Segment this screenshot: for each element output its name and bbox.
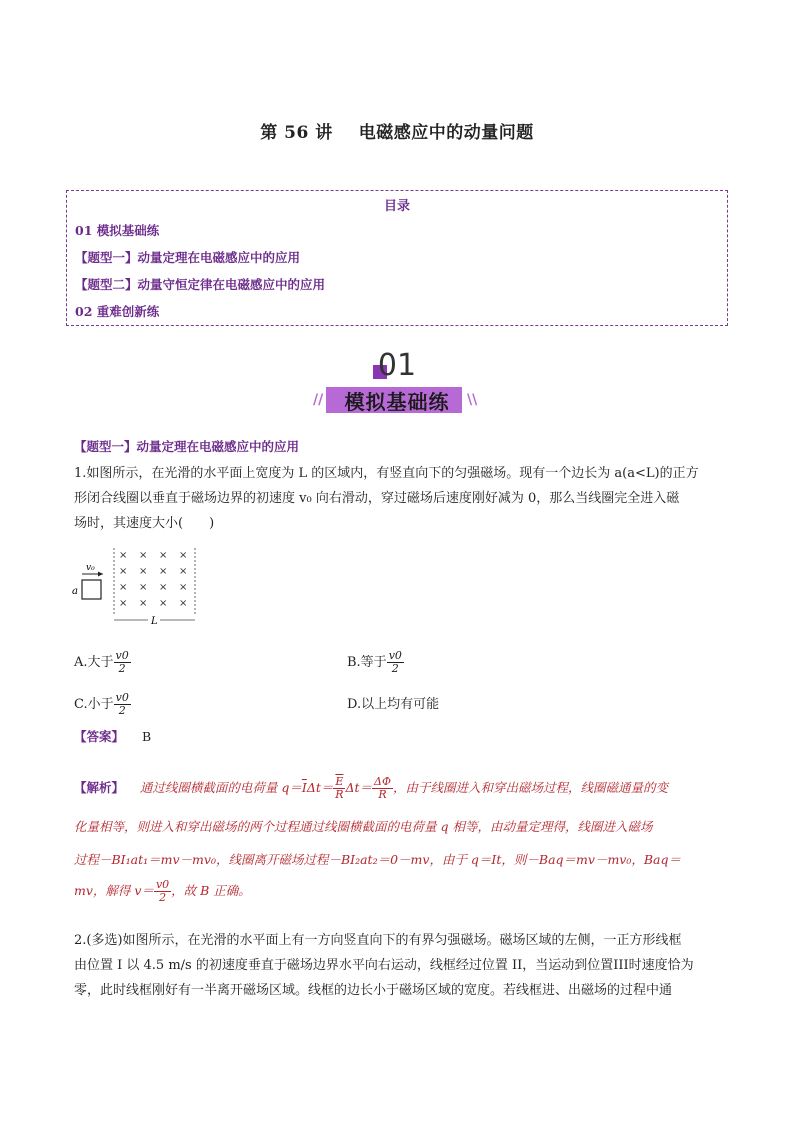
question-1 xyxy=(74,461,734,536)
lecture-topic: 电磁感应中的动量问题 xyxy=(358,123,534,143)
flux-fraction: $\frac{\Delta\Phi}{R}$ xyxy=(374,775,391,801)
option-c[interactable] xyxy=(74,692,131,717)
field-cross-mark: × xyxy=(159,550,168,561)
field-cross-mark: × xyxy=(159,566,168,577)
answer xyxy=(74,727,151,745)
magnetic-field-marks xyxy=(119,550,187,609)
analysis-line-1: 【解析】 通过线圈横截面的电荷量 $q=\overline{I}\Delta t=$ $\frac{\overline{E}}{R}$ Δt＝ $\frac{\Delta\Phi}{R}$ ，由于线圈进入和穿出磁场过程，线圈磁通量的变 xyxy=(74,775,668,801)
option-b-fraction: $\frac{v0}{2}$ xyxy=(388,649,402,675)
velocity-label: v₀ xyxy=(86,563,95,573)
width-label: L xyxy=(151,616,158,627)
field-cross-mark: × xyxy=(179,566,188,577)
question-1-line-1: 1.如图所示，在光滑的水平面上宽度为 L 的区域内，有竖直向下的匀强磁场。现有一个边长为 a(a<L)的正方 xyxy=(74,466,699,481)
question-1-figure xyxy=(66,544,206,628)
field-cross-mark: × xyxy=(139,566,148,577)
question-2-line-2: 由位置 I 以 4.5 m/s 的初速度垂直于磁场边界水平向右运动，线框经过位置 II，当运动到位置III时速度恰为 xyxy=(74,958,694,973)
question-2-line-3: 零，此时线框刚好有一半离开磁场区域。线框的边长小于磁场区域的宽度。若线框进、出磁场的过程中通 xyxy=(74,983,673,998)
toc-heading: 目录 xyxy=(383,199,410,214)
field-cross-mark: × xyxy=(139,598,148,609)
toc-item-advanced[interactable]: 02 重难创新练 xyxy=(75,304,160,319)
option-c-fraction: $\frac{v0}{2}$ xyxy=(115,691,129,717)
page-title xyxy=(0,118,794,143)
question-2-line-1: 2.(多选)如图所示，在光滑的水平面上有一方向竖直向下的有界匀强磁场。磁场区域的左侧，一正方形线框 xyxy=(74,933,682,948)
section-deco-right: \\ xyxy=(467,392,478,408)
result-fraction: $\frac{v0}{2}$ xyxy=(155,878,170,904)
analysis xyxy=(74,770,734,904)
field-cross-mark: × xyxy=(179,582,188,593)
square-coil xyxy=(82,580,101,599)
emf-fraction: $\frac{\overline{E}}{R}$ xyxy=(335,775,344,801)
section-title: 模拟基础练 xyxy=(344,390,450,414)
section-deco-left: // xyxy=(313,392,324,408)
field-cross-mark: × xyxy=(119,598,128,609)
field-cross-mark: × xyxy=(119,582,128,593)
option-b[interactable] xyxy=(347,650,404,675)
analysis-line-2: 化量相等，则进入和穿出磁场的两个过程通过线圈横截面的电荷量 q 相等，由动量定理得，线圈进入磁场 xyxy=(74,819,653,834)
field-cross-mark: × xyxy=(179,550,188,561)
answer-label: 【答案】 xyxy=(74,729,125,744)
field-cross-mark: × xyxy=(139,550,148,561)
field-cross-mark: × xyxy=(119,550,128,561)
option-b-label: B.等于 xyxy=(347,655,387,670)
answer-value: B xyxy=(142,729,152,744)
question-1-line-2: 形闭合线圈以垂直于磁场边界的初速度 v₀ 向右滑动，穿过磁场后速度刚好减为 0，那么当线圈完全进入磁 xyxy=(74,491,680,506)
option-a-label: A.大于 xyxy=(74,655,114,670)
toc-item-type1[interactable]: 【题型一】动量定理在电磁感应中的应用 xyxy=(75,250,301,265)
type-heading: 【题型一】动量定理在电磁感应中的应用 xyxy=(74,439,300,454)
table-of-contents xyxy=(66,190,728,326)
question-1-line-3: 场时，其速度大小( ) xyxy=(74,516,215,531)
field-cross-mark: × xyxy=(159,598,168,609)
option-a[interactable] xyxy=(74,650,131,675)
field-cross-mark: × xyxy=(119,566,128,577)
option-d[interactable]: D.以上均有可能 xyxy=(347,697,440,712)
field-cross-mark: × xyxy=(179,598,188,609)
lecture-number: 第 56 讲 xyxy=(260,123,333,143)
analysis-line-4: mv，解得 v＝ $\frac{v0}{2}$ ，故 B 正确。 xyxy=(74,878,251,904)
option-c-label: C.小于 xyxy=(74,697,114,712)
question-2 xyxy=(74,928,734,1003)
field-cross-mark: × xyxy=(159,582,168,593)
analysis-label: 【解析】 xyxy=(74,780,125,795)
analysis-line-3: 过程－BI₁at₁＝mv－mv₀，线圈离开磁场过程－BI₂at₂＝0－mv，由于 q＝It，则－Baq＝mv－mv₀，Baq＝ xyxy=(74,852,682,867)
side-length-label: a xyxy=(72,586,78,597)
section-number: 01 xyxy=(377,348,417,383)
field-cross-mark: × xyxy=(139,582,148,593)
toc-item-basic[interactable]: 01 模拟基础练 xyxy=(75,223,160,238)
option-a-fraction: $\frac{v0}{2}$ xyxy=(115,649,129,675)
toc-item-type2[interactable]: 【题型二】动量守恒定律在电磁感应中的应用 xyxy=(75,277,326,292)
